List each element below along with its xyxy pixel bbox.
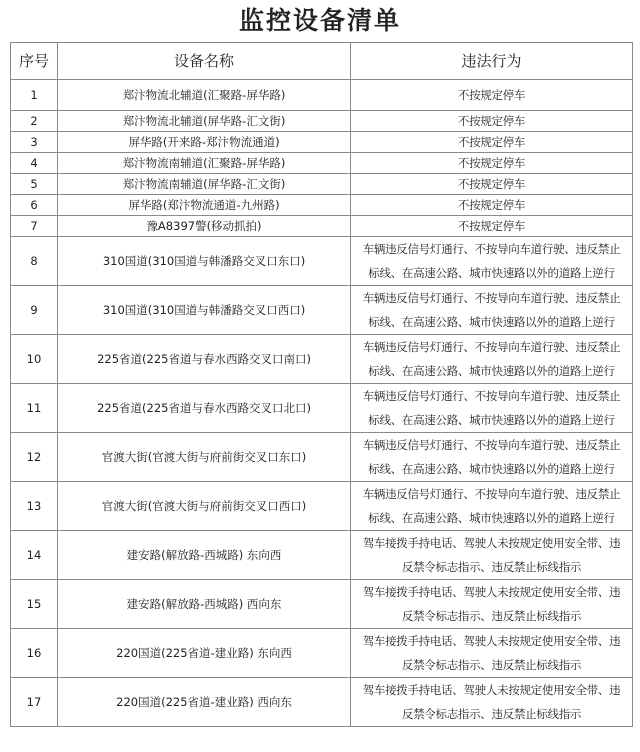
violation-line: 反禁令标志指示、违反禁止标线指示 xyxy=(401,658,582,672)
violation-line: 驾车接拨手持电话、驾驶人未按规定使用安全带、违 xyxy=(362,536,621,550)
table-row xyxy=(11,216,633,237)
violation-line: 不按规定停车 xyxy=(457,135,526,149)
violation-cell xyxy=(351,195,633,216)
violation-cell xyxy=(351,111,633,132)
device-name: 郑汴物流南辅道(屏华路-汇文街) xyxy=(58,174,351,195)
table-row xyxy=(11,335,633,384)
violation-cell xyxy=(351,335,633,384)
violation-line: 车辆违反信号灯通行、不按导向车道行驶、违反禁止 xyxy=(362,438,621,452)
row-number: 11 xyxy=(11,384,58,433)
device-name: 220国道(225省道-建业路) 西向东 xyxy=(58,678,351,727)
violation-line: 车辆违反信号灯通行、不按导向车道行驶、违反禁止 xyxy=(362,242,621,256)
violation-line: 标线、在高速公路、城市快速路以外的道路上逆行 xyxy=(368,315,615,329)
row-number: 3 xyxy=(11,132,58,153)
violation-line: 不按规定停车 xyxy=(457,219,526,233)
violation-cell xyxy=(351,132,633,153)
device-name: 屏华路(郑汴物流通道-九州路) xyxy=(58,195,351,216)
device-name: 郑汴物流南辅道(汇聚路-屏华路) xyxy=(58,153,351,174)
row-number: 14 xyxy=(11,531,58,580)
violation-cell xyxy=(351,433,633,482)
device-name: 220国道(225省道-建业路) 东向西 xyxy=(58,629,351,678)
table-row xyxy=(11,195,633,216)
violation-line: 反禁令标志指示、违反禁止标线指示 xyxy=(401,560,582,574)
row-number: 15 xyxy=(11,580,58,629)
row-number: 5 xyxy=(11,174,58,195)
column-header-no: 序号 xyxy=(11,43,58,80)
row-number: 10 xyxy=(11,335,58,384)
device-name: 225省道(225省道与春水西路交叉口北口) xyxy=(58,384,351,433)
device-name: 建安路(解放路-西城路) 西向东 xyxy=(58,580,351,629)
row-number: 2 xyxy=(11,111,58,132)
row-number: 1 xyxy=(11,80,58,111)
table-row xyxy=(11,80,633,111)
violation-line: 标线、在高速公路、城市快速路以外的道路上逆行 xyxy=(368,511,615,525)
violation-cell xyxy=(351,531,633,580)
violation-cell xyxy=(351,580,633,629)
violation-line: 反禁令标志指示、违反禁止标线指示 xyxy=(401,707,582,721)
violation-line: 不按规定停车 xyxy=(457,198,526,212)
violation-line: 不按规定停车 xyxy=(457,114,526,128)
row-number: 9 xyxy=(11,286,58,335)
table-row xyxy=(11,286,633,335)
table-row xyxy=(11,132,633,153)
device-name: 郑汴物流北辅道(汇聚路-屏华路) xyxy=(58,80,351,111)
violation-cell xyxy=(351,629,633,678)
column-header-violation: 违法行为 xyxy=(351,43,633,80)
row-number: 13 xyxy=(11,482,58,531)
device-name: 官渡大街(官渡大街与府前街交叉口东口) xyxy=(58,433,351,482)
violation-cell xyxy=(351,216,633,237)
table-row xyxy=(11,580,633,629)
table-row xyxy=(11,629,633,678)
violation-line: 标线、在高速公路、城市快速路以外的道路上逆行 xyxy=(368,364,615,378)
violation-cell xyxy=(351,384,633,433)
violation-cell xyxy=(351,80,633,111)
table-row xyxy=(11,678,633,727)
violation-line: 不按规定停车 xyxy=(457,156,526,170)
device-name: 屏华路(开来路-郑汴物流通道) xyxy=(58,132,351,153)
violation-cell xyxy=(351,174,633,195)
device-name: 310国道(310国道与韩潘路交叉口东口) xyxy=(58,237,351,286)
table-row xyxy=(11,384,633,433)
violation-cell xyxy=(351,153,633,174)
table-row xyxy=(11,433,633,482)
violation-line: 标线、在高速公路、城市快速路以外的道路上逆行 xyxy=(368,266,615,280)
device-name: 豫A8397警(移动抓拍) xyxy=(58,216,351,237)
violation-line: 标线、在高速公路、城市快速路以外的道路上逆行 xyxy=(368,462,615,476)
table-row xyxy=(11,531,633,580)
device-name: 310国道(310国道与韩潘路交叉口西口) xyxy=(58,286,351,335)
device-name: 225省道(225省道与春水西路交叉口南口) xyxy=(58,335,351,384)
device-table xyxy=(10,42,633,727)
page-title: 监控设备清单 xyxy=(238,6,401,35)
violation-cell xyxy=(351,482,633,531)
column-header-device: 设备名称 xyxy=(58,43,351,80)
row-number: 4 xyxy=(11,153,58,174)
row-number: 6 xyxy=(11,195,58,216)
device-name: 官渡大街(官渡大街与府前街交叉口西口) xyxy=(58,482,351,531)
table-row xyxy=(11,482,633,531)
violation-cell xyxy=(351,237,633,286)
violation-cell xyxy=(351,286,633,335)
table-row xyxy=(11,111,633,132)
violation-line: 标线、在高速公路、城市快速路以外的道路上逆行 xyxy=(368,413,615,427)
table-row xyxy=(11,153,633,174)
row-number: 8 xyxy=(11,237,58,286)
row-number: 16 xyxy=(11,629,58,678)
violation-cell xyxy=(351,678,633,727)
device-name: 郑汴物流北辅道(屏华路-汇文街) xyxy=(58,111,351,132)
table-row xyxy=(11,237,633,286)
device-name: 建安路(解放路-西城路) 东向西 xyxy=(58,531,351,580)
violation-line: 车辆违反信号灯通行、不按导向车道行驶、违反禁止 xyxy=(362,340,621,354)
violation-line: 不按规定停车 xyxy=(457,88,526,102)
table-header xyxy=(11,43,633,80)
violation-line: 驾车接拨手持电话、驾驶人未按规定使用安全带、违 xyxy=(362,683,621,697)
violation-line: 车辆违反信号灯通行、不按导向车道行驶、违反禁止 xyxy=(362,389,621,403)
violation-line: 车辆违反信号灯通行、不按导向车道行驶、违反禁止 xyxy=(362,291,621,305)
violation-line: 不按规定停车 xyxy=(457,177,526,191)
violation-line: 反禁令标志指示、违反禁止标线指示 xyxy=(401,609,582,623)
row-number: 7 xyxy=(11,216,58,237)
table-row xyxy=(11,174,633,195)
violation-line: 车辆违反信号灯通行、不按导向车道行驶、违反禁止 xyxy=(362,487,621,501)
row-number: 12 xyxy=(11,433,58,482)
row-number: 17 xyxy=(11,678,58,727)
violation-line: 驾车接拨手持电话、驾驶人未按规定使用安全带、违 xyxy=(362,585,621,599)
violation-line: 驾车接拨手持电话、驾驶人未按规定使用安全带、违 xyxy=(362,634,621,648)
